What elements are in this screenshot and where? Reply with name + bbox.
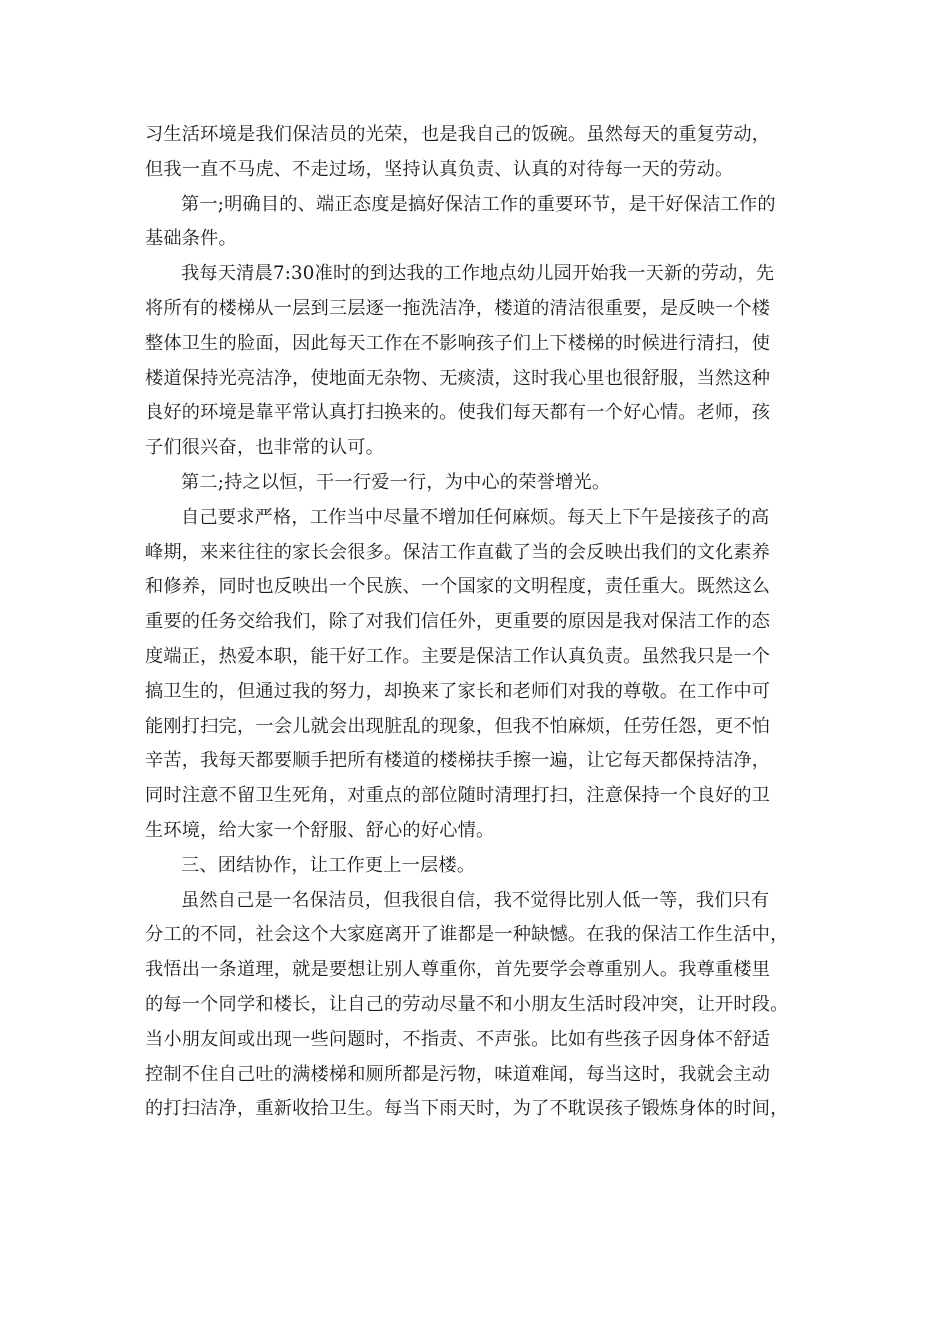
text-line: 控制不住自己吐的满楼梯和厕所都是污物，味道难闻，每当这时，我就会主动 [145,1063,771,1085]
text-line: 基础条件。 [145,228,237,250]
text-line: 重要的任务交给我们，除了对我们信任外，更重要的原因是我对保洁工作的态 [145,611,771,633]
text-line: 和修养，同时也反映出一个民族、一个国家的文明程度，责任重大。既然这么 [145,576,771,598]
text-line: 度端正，热爱本职，能干好工作。主要是保洁工作认真负责。虽然我只是一个 [145,645,771,667]
text-line: 子们很兴奋，也非常的认可。 [145,437,385,459]
text-line: 同时注意不留卫生死角，对重点的部位随时清理打扫，注意保持一个良好的卫 [145,785,771,807]
paragraph-first-line: 第一;明确目的、端正态度是搞好保洁工作的重要环节，是干好保洁工作的 [181,193,776,215]
text-line: 分工的不同，社会这个大家庭离开了谁都是一种缺憾。在我的保洁工作生活中， [145,924,789,946]
text-line: 的每一个同学和楼长，让自己的劳动尽量不和小朋友生活时段冲突，让开时段。 [145,993,789,1015]
text-line: 整体卫生的脸面，因此每天工作在不影响孩子们上下楼梯的时候进行清扫，使 [145,332,771,354]
text-line: 将所有的楼梯从一层到三层逐一拖洗洁净，楼道的清洁很重要，是反映一个楼 [145,297,771,319]
text-line: 习生活环境是我们保洁员的光荣，也是我自己的饭碗。虽然每天的重复劳动， [145,124,771,145]
text-line: 楼道保持光亮洁净，使地面无杂物、无痰渍，这时我心里也很舒服，当然这种 [145,367,771,389]
paragraph-first-line: 我每天清晨7:30准时的到达我的工作地点幼儿园开始我一天新的劳动，先 [181,263,775,285]
text-line: 但我一直不马虎、不走过场，坚持认真负责、认真的对待每一天的劳动。 [145,158,734,180]
text-line: 辛苦，我每天都要顺手把所有楼道的楼梯扶手擦一遍，让它每天都保持洁净， [145,750,771,772]
paragraph-first-line: 第二;持之以恒，干一行爱一行，为中心的荣誉增光。 [181,471,611,493]
text-line: 当小朋友间或出现一些问题时，不指责、不声张。比如有些孩子因身体不舒适 [145,1028,771,1050]
document-body [145,118,807,1127]
text-line: 生环境，给大家一个舒服、舒心的好心情。 [145,819,495,841]
text-line: 的打扫洁净，重新收拾卫生。每当下雨天时，为了不耽误孩子锻炼身体的时间， [145,1098,789,1120]
paragraph-first-line: 自己要求严格，工作当中尽量不增加任何麻烦。每天上下午是接孩子的高 [181,506,770,528]
text-line: 搞卫生的，但通过我的努力，却换来了家长和老师们对我的尊敬。在工作中可 [145,680,771,702]
paragraph-first-line: 三、团结协作，让工作更上一层楼。 [181,854,476,876]
text-line: 我悟出一条道理，就是要想让别人尊重你，首先要学会尊重别人。我尊重楼里 [145,959,771,981]
text-line: 能刚打扫完，一会儿就会出现脏乱的现象，但我不怕麻烦，任劳任怨，更不怕 [145,715,771,737]
text-line: 峰期，来来往往的家长会很多。保洁工作直截了当的会反映出我们的文化素养 [145,541,771,563]
paragraph-first-line: 虽然自己是一名保洁员，但我很自信，我不觉得比别人低一等，我们只有 [181,889,770,911]
text-line: 良好的环境是靠平常认真打扫换来的。使我们每天都有一个好心情。老师，孩 [145,402,771,424]
